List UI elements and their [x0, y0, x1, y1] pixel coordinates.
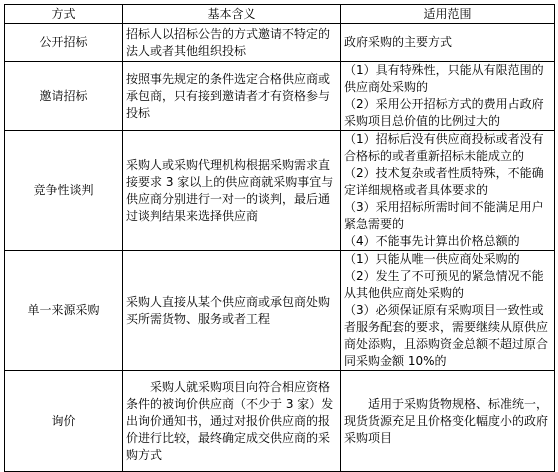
scope-item: （1）具有特殊性，只能从有限范围的供应商处采购的 [344, 63, 544, 94]
method-cell: 竞争性谈判 [5, 131, 123, 251]
meaning-cell: 采购人或采购代理机构根据采购需求直接要求 3 家以上的供应商就采购事宜与供应商分别进行一对一的谈判，最后通过谈判结果来选择供应商 [123, 131, 341, 251]
scope-item: （2）采用公开招标方式的费用占政府采购项目总价值的比例过大的 [344, 97, 544, 128]
header-scope: 适用范围 [341, 5, 555, 24]
method-cell: 邀请招标 [5, 62, 123, 131]
scope-cell [341, 62, 555, 131]
scope-cell [341, 371, 555, 472]
table-header-row [5, 5, 555, 24]
table-row [5, 371, 555, 472]
table-row [5, 24, 555, 62]
scope-item: （1）招标后没有供应商投标或者没有合格标的或者重新招标未能成立的 [344, 132, 544, 163]
meaning-cell: 采购人就采购项目向符合相应资格条件的被询价供应商（不少于 3 家）发出询价通知书，通过对报价供应商的报价进行比较，最终确定成交供应商的采购方式 [123, 371, 341, 472]
scope-item: 政府采购的主要方式 [344, 35, 453, 49]
scope-cell [341, 251, 555, 371]
scope-item: （3）采用招标所需时间不能满足用户紧急需要的 [344, 200, 544, 231]
method-cell: 公开招标 [5, 24, 123, 62]
scope-cell [341, 24, 555, 62]
method-cell: 单一来源采购 [5, 251, 123, 371]
meaning-cell: 按照事先规定的条件选定合格供应商或承包商，只有接到邀请者才有资格参与投标 [123, 62, 341, 131]
procurement-methods-table [4, 4, 555, 472]
header-method: 方式 [5, 5, 123, 24]
scope-item: （3）必须保证原有采购项目一致性或者服务配套的要求，需要继续从原供应商处添购，且添购资金总额不超过原合同采购金额 10%的 [344, 303, 549, 368]
table-row [5, 251, 555, 371]
scope-item: （2）技术复杂或者性质特殊，不能确定详细规格或者具体要求的 [344, 166, 544, 197]
header-meaning: 基本含义 [123, 5, 341, 24]
scope-item: 适用于采购货物规格、标准统一，现货货源充足且价格变化幅度小的政府采购项目 [344, 396, 549, 445]
scope-item: （1）只能从唯一供应商处采购的 [344, 252, 520, 266]
table-row [5, 131, 555, 251]
meaning-cell: 采购人直接从某个供应商或承包商处购买所需货物、服务或者工程 [123, 251, 341, 371]
scope-cell [341, 131, 555, 251]
meaning-cell: 招标人以招标公告的方式邀请不特定的法人或者其他组织投标 [123, 24, 341, 62]
scope-item: （4）不能事先计算出价格总额的 [344, 234, 520, 248]
scope-item: （2）发生了不可预见的紧急情况不能从其他供应商处采购的 [344, 269, 544, 300]
method-cell: 询价 [5, 371, 123, 472]
table-row [5, 62, 555, 131]
